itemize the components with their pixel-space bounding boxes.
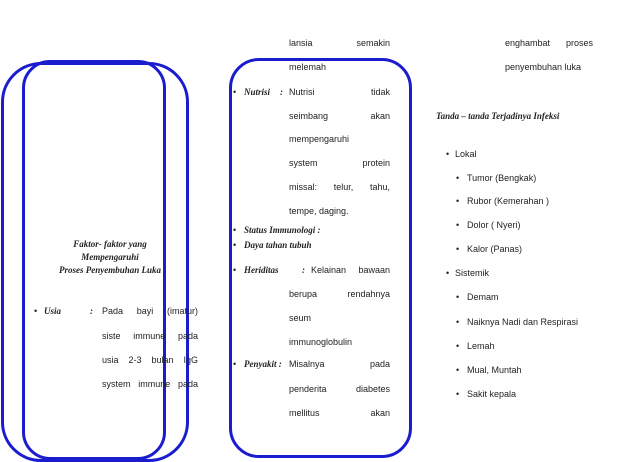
sistemik-item: Mual, Muntah	[467, 365, 522, 375]
nutrisi-label: Nutrisi	[244, 87, 271, 97]
sistemik-item-bullet: •	[456, 365, 460, 375]
menghambat-line: enghambat proses	[505, 38, 593, 48]
sistemik-item: Demam	[467, 292, 499, 302]
penyakit-bullet: •	[233, 359, 237, 369]
sistemik-item: Naiknya Nadi dan Respirasi	[467, 317, 579, 327]
sistemik-item: Lemah	[467, 341, 495, 351]
status-bullet: •	[233, 225, 237, 235]
heriditas-line: immunoglobulin	[289, 337, 353, 347]
heriditas-bullet: •	[233, 265, 237, 275]
lokal-bullet: •	[446, 149, 450, 159]
lokal-item: Rubor (Kemerahan )	[467, 196, 550, 206]
usia-line: Pada bayi (imatur)	[102, 306, 198, 316]
sistemik-item-bullet: •	[456, 389, 460, 399]
nutrisi-line: missal: telur, tahu,	[289, 182, 390, 192]
nutrisi-colon: :	[280, 87, 283, 97]
heriditas-label: Heriditas	[244, 265, 279, 275]
heriditas-line: berupa rendahnya	[289, 289, 390, 299]
nutrisi-line: Nutrisi tidak	[289, 87, 390, 97]
usia-bullet: •	[34, 306, 38, 316]
lokal-item-bullet: •	[456, 220, 460, 230]
lokal-item-bullet: •	[456, 173, 460, 183]
nutrisi-line: tempe, daging.	[289, 206, 349, 216]
daya-tahan-tubuh: Daya tahan tubuh	[244, 240, 312, 250]
nutrisi-line: system protein	[289, 158, 390, 168]
lokal-item: Tumor (Bengkak)	[467, 173, 537, 183]
sistemik-bullet: •	[446, 268, 450, 278]
penyakit-line: penderita diabetes	[289, 384, 390, 394]
usia-line: usia 2-3 bulan IgG	[102, 355, 198, 365]
sistemik-item-bullet: •	[456, 292, 460, 302]
lokal-item: Dolor ( Nyeri)	[467, 220, 521, 230]
nutrisi-line: mempengaruhi	[289, 134, 350, 144]
sistemik-label: Sistemik	[455, 268, 490, 278]
penyakit-line: Misalnya pada	[289, 359, 390, 369]
usia-line: system immune pada	[102, 379, 198, 389]
heriditas-line: Kelainan bawaan	[311, 265, 390, 275]
melemah-line: melemah	[289, 62, 327, 72]
infeksi-heading: Tanda – tanda Terjadinya Infeksi	[436, 111, 560, 121]
nutrisi-bullet: •	[233, 87, 237, 97]
penyakit-label: Penyakit :	[244, 359, 282, 369]
lokal-item-bullet: •	[456, 244, 460, 254]
daya-bullet: •	[233, 240, 237, 250]
penyembuhan-line: penyembuhan luka	[505, 62, 582, 72]
sistemik-item-bullet: •	[456, 317, 460, 327]
lansia-line: lansia semakin	[289, 38, 390, 48]
factors-heading: Faktor- faktor yang Mempengaruhi Proses Penyembuhan Luka	[58, 239, 161, 275]
lokal-label: Lokal	[455, 149, 477, 159]
usia-line: siste immune pada	[102, 331, 198, 341]
heriditas-colon: :	[302, 265, 305, 275]
sistemik-item-bullet: •	[456, 341, 460, 351]
sistemik-item: Sakit kepala	[467, 389, 517, 399]
penyakit-line: mellitus akan	[289, 408, 390, 418]
nutrisi-line: seimbang akan	[289, 111, 390, 121]
status-immunologi: Status Immunologi :	[244, 225, 321, 235]
heriditas-line: seum	[289, 313, 312, 323]
usia-label: Usia	[44, 306, 62, 316]
lokal-item-bullet: •	[456, 196, 460, 206]
usia-colon: :	[90, 306, 93, 316]
lokal-item: Kalor (Panas)	[467, 244, 523, 254]
